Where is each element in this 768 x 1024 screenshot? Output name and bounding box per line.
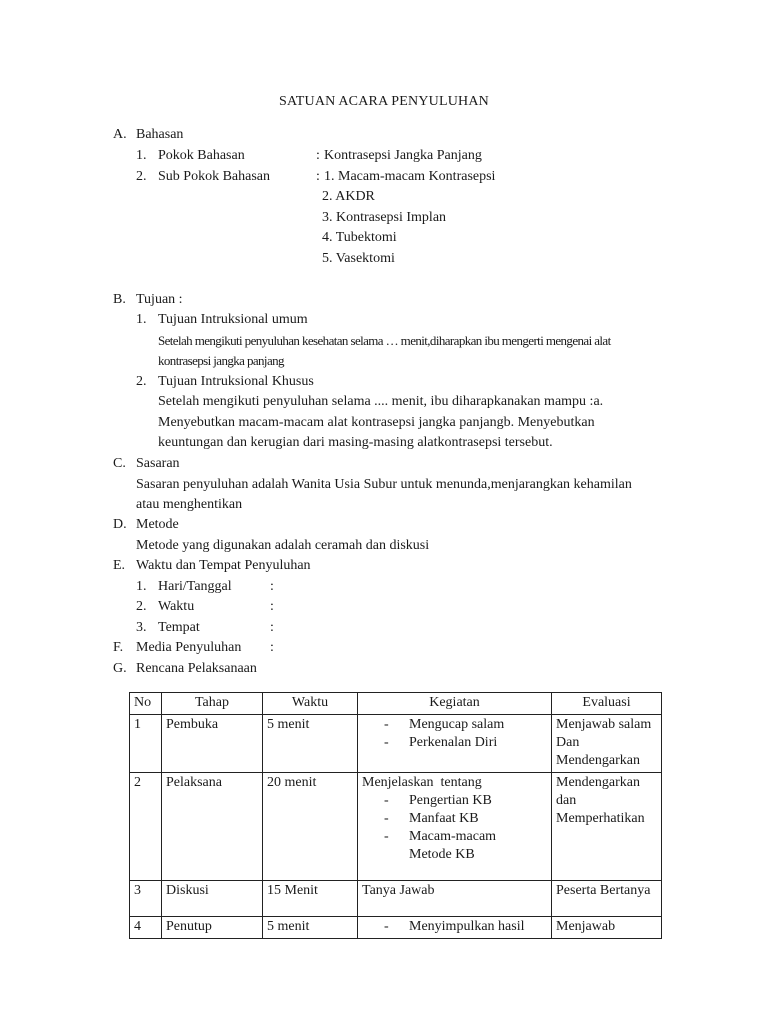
rencana-pelaksanaan-table [129,692,662,939]
column-header-evaluasi: Evaluasi [552,693,662,715]
cell-kegiatan [358,917,552,939]
item-number: 3. [136,620,147,635]
cell-evaluasi: Peserta Bertanya [552,881,662,917]
hari-tanggal-label: Hari/Tanggal [158,579,232,594]
kegiatan-bullet-item [362,734,547,752]
kegiatan-bullet-item [362,792,547,810]
section-a-letter: A. [113,127,127,142]
sub-pokok-bahasan-value: 1. Macam-macam Kontrasepsi [324,169,496,184]
dash-bullet: - [384,717,389,732]
waktu-label: Waktu [158,599,195,614]
column-header-tahap: Tahap [162,693,263,715]
tujuan-khusus-text: Menyebutkan macam-macam alat kontrasepsi jangka panjangb. Menyebutkan [158,415,595,430]
cell-tahap: Pembuka [162,715,263,773]
cell-waktu: 15 Menit [263,881,358,917]
kegiatan-item-text: Menyimpulkan hasil [409,919,525,934]
cell-tahap: Diskusi [162,881,263,917]
cell-evaluasi: Mendengarkan dan Memperhatikan [552,773,662,881]
cell-kegiatan: Tanya Jawab [358,881,552,917]
tujuan-umum-label: Tujuan Intruksional umum [158,312,308,327]
column-header-no: No [130,693,162,715]
cell-waktu: 5 menit [263,715,358,773]
cell-evaluasi: Menjawab salam Dan Mendengarkan [552,715,662,773]
pokok-bahasan-label: Pokok Bahasan [158,148,245,163]
cell-tahap: Penutup [162,917,263,939]
section-e-letter: E. [113,558,126,573]
column-header-kegiatan: Kegiatan [358,693,552,715]
sub-topic-item: 2. AKDR [322,189,375,204]
kegiatan-item-text: Mengucap salam [409,717,505,732]
section-b-letter: B. [113,292,126,307]
field-separator: : [270,640,274,655]
sub-pokok-bahasan-label: Sub Pokok Bahasan [158,169,270,184]
metode-text: Metode yang digunakan adalah ceramah dan diskusi [136,538,430,553]
dash-bullet: - [384,811,389,826]
item-number: 2. [136,599,147,614]
table-header-row [130,693,662,715]
table-row [130,715,662,773]
cell-kegiatan [358,715,552,773]
dash-bullet: - [384,793,389,808]
field-separator: : [270,599,274,614]
tempat-label: Tempat [158,620,200,635]
dash-bullet: - [384,735,389,750]
table-row [130,773,662,881]
kegiatan-bullet-item [362,716,547,734]
document-title: SATUAN ACARA PENYULUHAN [279,94,489,109]
section-g-letter: G. [113,661,127,676]
column-header-waktu: Waktu [263,693,358,715]
cell-no: 3 [130,881,162,917]
section-d-letter: D. [113,517,127,532]
section-f-letter: F. [113,640,124,655]
sub-topic-item: 4. Tubektomi [322,230,397,245]
tujuan-umum-text: Setelah mengikuti penyuluhan kesehatan selama … menit,diharapkan ibu mengerti mengenai alat [158,333,611,348]
kegiatan-intro: Menjelaskan tentang [362,775,482,790]
section-f-heading: Media Penyuluhan [136,640,242,655]
table-row [130,881,662,917]
section-d-heading: Metode [136,517,179,532]
field-separator: : [270,579,274,594]
dash-bullet: - [384,919,389,934]
tujuan-khusus-text: keuntungan dan kerugian dari masing-masing alatkontrasepsi tersebut. [158,435,553,450]
sasaran-text: atau menghentikan [136,497,243,512]
item-number: 2. [136,169,147,184]
sub-topic-item: 3. Kontrasepsi Implan [322,210,447,225]
kegiatan-bullet-item [362,810,547,828]
tujuan-khusus-label: Tujuan Intruksional Khusus [158,374,314,389]
sub-topic-item: 5. Vasektomi [322,251,395,266]
tujuan-khusus-text: Setelah mengikuti penyuluhan selama .... menit, ibu diharapkanakan mampu :a. [158,394,604,409]
section-g-heading: Rencana Pelaksanaan [136,661,257,676]
cell-tahap: Pelaksana [162,773,263,881]
kegiatan-item-text: Perkenalan Diri [409,735,498,750]
section-c-heading: Sasaran [136,456,180,471]
section-c-letter: C. [113,456,126,471]
field-separator: : [316,169,320,184]
kegiatan-bullet-item [362,828,499,864]
item-number: 2. [136,374,147,389]
cell-evaluasi: Menjawab [552,917,662,939]
kegiatan-item-text: Macam-macam Metode KB [409,829,497,862]
cell-waktu: 5 menit [263,917,358,939]
section-a-heading: Bahasan [136,127,184,142]
item-number: 1. [136,579,147,594]
tujuan-umum-text: kontrasepsi jangka panjang [158,353,284,368]
cell-waktu: 20 menit [263,773,358,881]
cell-no: 4 [130,917,162,939]
cell-no: 2 [130,773,162,881]
sasaran-text: Sasaran penyuluhan adalah Wanita Usia Subur untuk menunda,menjarangkan kehamilan [136,477,632,492]
table-row [130,917,662,939]
kegiatan-item-text: Pengertian KB [409,793,492,808]
item-number: 1. [136,148,147,163]
kegiatan-bullet-item [362,918,547,936]
dash-bullet: - [384,829,389,844]
cell-kegiatan [358,773,552,881]
section-b-heading: Tujuan : [136,292,183,307]
kegiatan-item-text: Manfaat KB [409,811,479,826]
field-separator: : [270,620,274,635]
field-separator: : [316,148,320,163]
pokok-bahasan-value: Kontrasepsi Jangka Panjang [324,148,482,163]
item-number: 1. [136,312,147,327]
section-e-heading: Waktu dan Tempat Penyuluhan [136,558,311,573]
cell-no: 1 [130,715,162,773]
